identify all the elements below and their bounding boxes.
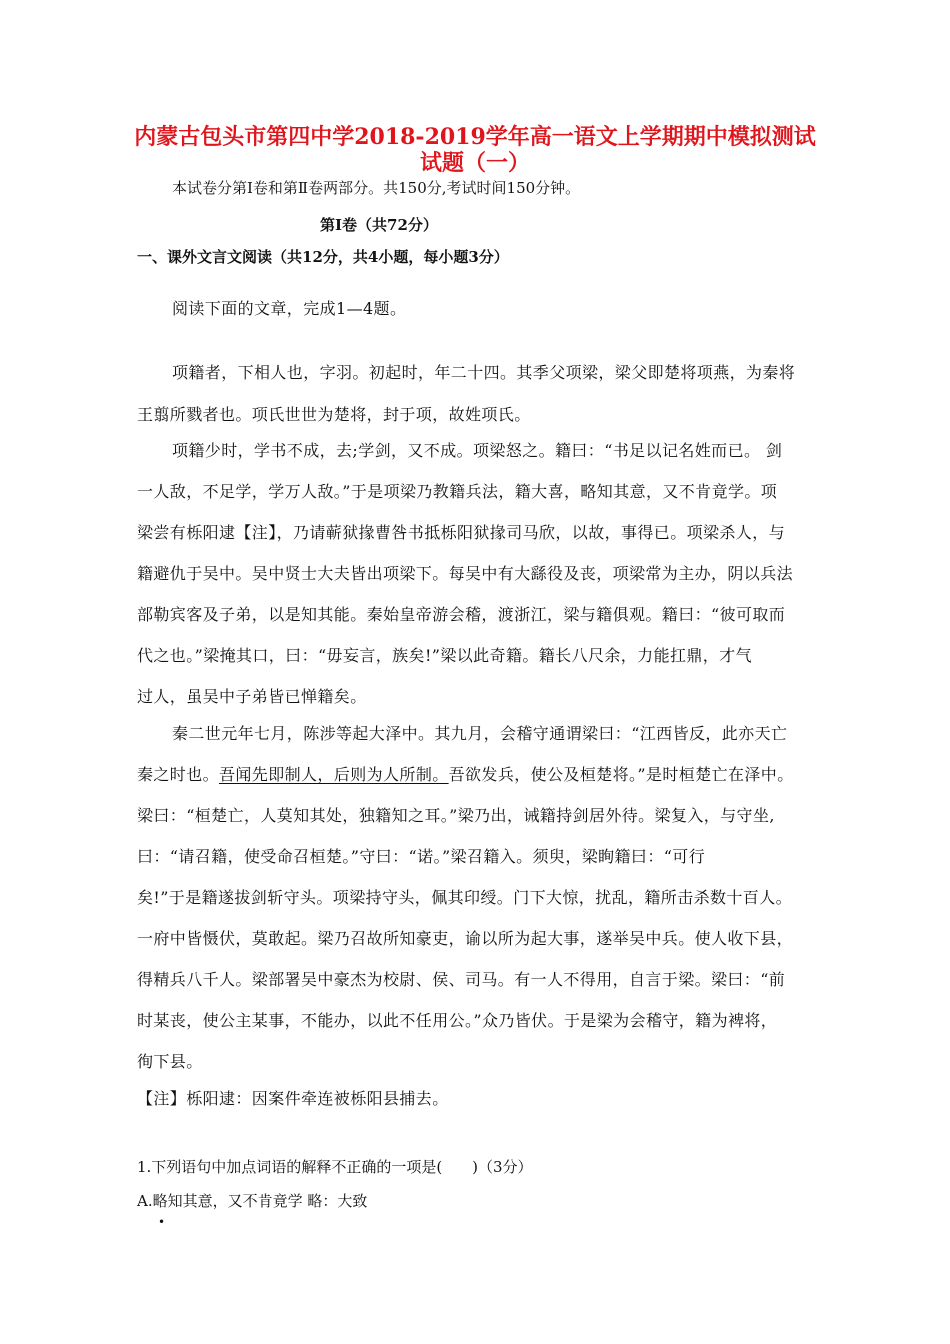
document-title-line2: 试题（一） <box>419 150 530 176</box>
passage-p3-line: 徇下县。 <box>137 1052 203 1071</box>
question-1: 1.下列语句中加点词语的解释不正确的一项是( )（3分） <box>137 1158 533 1176</box>
passage-p1-line: 项籍者，下相人也，字羽。初起时，年二十四。其季父项梁，梁父即楚将项燕，为秦将 <box>172 363 796 382</box>
passage-p3-line: 秦二世元年七月，陈涉等起大泽中。其九月，会稽守通谓梁曰：“江西皆反，此亦天亡 <box>172 724 788 743</box>
passage-p2-line: 梁尝有栎阳逮【注】，乃请蕲狱掾曹咎书抵栎阳狱掾司马欣，以故，事得已。项梁杀人，与 <box>137 523 786 542</box>
passage-p2-line: 过人，虽吴中子弟皆已惮籍矣。 <box>137 687 367 706</box>
passage-p3-line: 一府中皆慑伏，莫敢起。梁乃召故所知豪吏，谕以所为起大事，遂举吴中兵。使人收下县， <box>137 929 794 948</box>
passage-text: 秦之时也。 <box>137 765 220 784</box>
passage-p2-line: 籍避仇于吴中。吴中贤士大夫皆出项梁下。每吴中有大繇役及丧，项梁常为主办，阴以兵法 <box>137 564 794 583</box>
passage-p2-line: 部勒宾客及子弟，以是知其能。秦始皇帝游会稽，渡浙江，梁与籍俱观。籍曰：“彼可取而 <box>137 605 786 624</box>
passage-p2-line: 项籍少时，学书不成，去;学剑，又不成。项梁怒之。籍曰：“书足以记名姓而已。 剑 <box>172 441 783 460</box>
passage-p3-line: 得精兵八千人。梁部署吴中豪杰为校尉、侯、司马。有一人不得用，自言于梁。梁曰：“前 <box>137 970 786 989</box>
passage-p3-line-with-underline <box>137 764 817 786</box>
section-title: 第Ⅰ卷（共72分） <box>320 216 438 234</box>
question-1-option-a: A.略知其意，又不肯竟学 略：大致 <box>137 1192 368 1210</box>
underlined-sentence: 吾闻先即制人，后则为人所制。 <box>219 765 449 784</box>
passage-text: 吾欲发兵，使公及桓楚将。”是时桓楚亡在泽中。 <box>448 765 794 784</box>
passage-p3-line: 梁曰：“桓楚亡，人莫知其处，独籍知之耳。”梁乃出，诫籍持剑居外待。梁复入，与守坐, <box>137 806 775 825</box>
passage-p1-line: 王翦所戮者也。项氏世世为楚将，封于项，故姓项氏。 <box>137 405 531 424</box>
emphasis-dot-mark: • <box>158 1215 166 1229</box>
passage-p3-line: 矣!”于是籍遂拔剑斩守头。项梁持守头，佩其印绶。门下大惊，扰乱，籍所击杀数十百人。 <box>137 888 793 907</box>
passage-note: 【注】栎阳逮：因案件牵连被栎阳县捕去。 <box>137 1089 449 1108</box>
part-heading: 一、课外文言文阅读（共12分，共4小题，每小题3分） <box>137 248 509 266</box>
exam-intro: 本试卷分第Ⅰ卷和第Ⅱ卷两部分。共150分,考试时间150分钟。 <box>172 179 581 197</box>
passage-p3-line: 时某丧，使公主某事，不能办，以此不任用公。”众乃皆伏。于是梁为会稽守，籍为裨将， <box>137 1011 778 1030</box>
passage-p2-line: 一人敌，不足学，学万人敌。”于是项梁乃教籍兵法，籍大喜，略知其意，又不肯竟学。项 <box>137 482 778 501</box>
reading-instruction: 阅读下面的文章，完成1—4题。 <box>172 299 407 318</box>
passage-p2-line: 代之也。”梁掩其口，曰：“毋妄言，族矣!”梁以此奇籍。籍长八尺余，力能扛鼎，才气 <box>137 646 752 665</box>
passage-p3-line: 曰：“请召籍，使受命召桓楚。”守曰：“诺。”梁召籍入。须臾，梁眴籍曰：“可行 <box>137 847 706 866</box>
document-title-line1: 内蒙古包头市第四中学2018-2019学年高一语文上学期期中模拟测试 <box>134 124 816 150</box>
